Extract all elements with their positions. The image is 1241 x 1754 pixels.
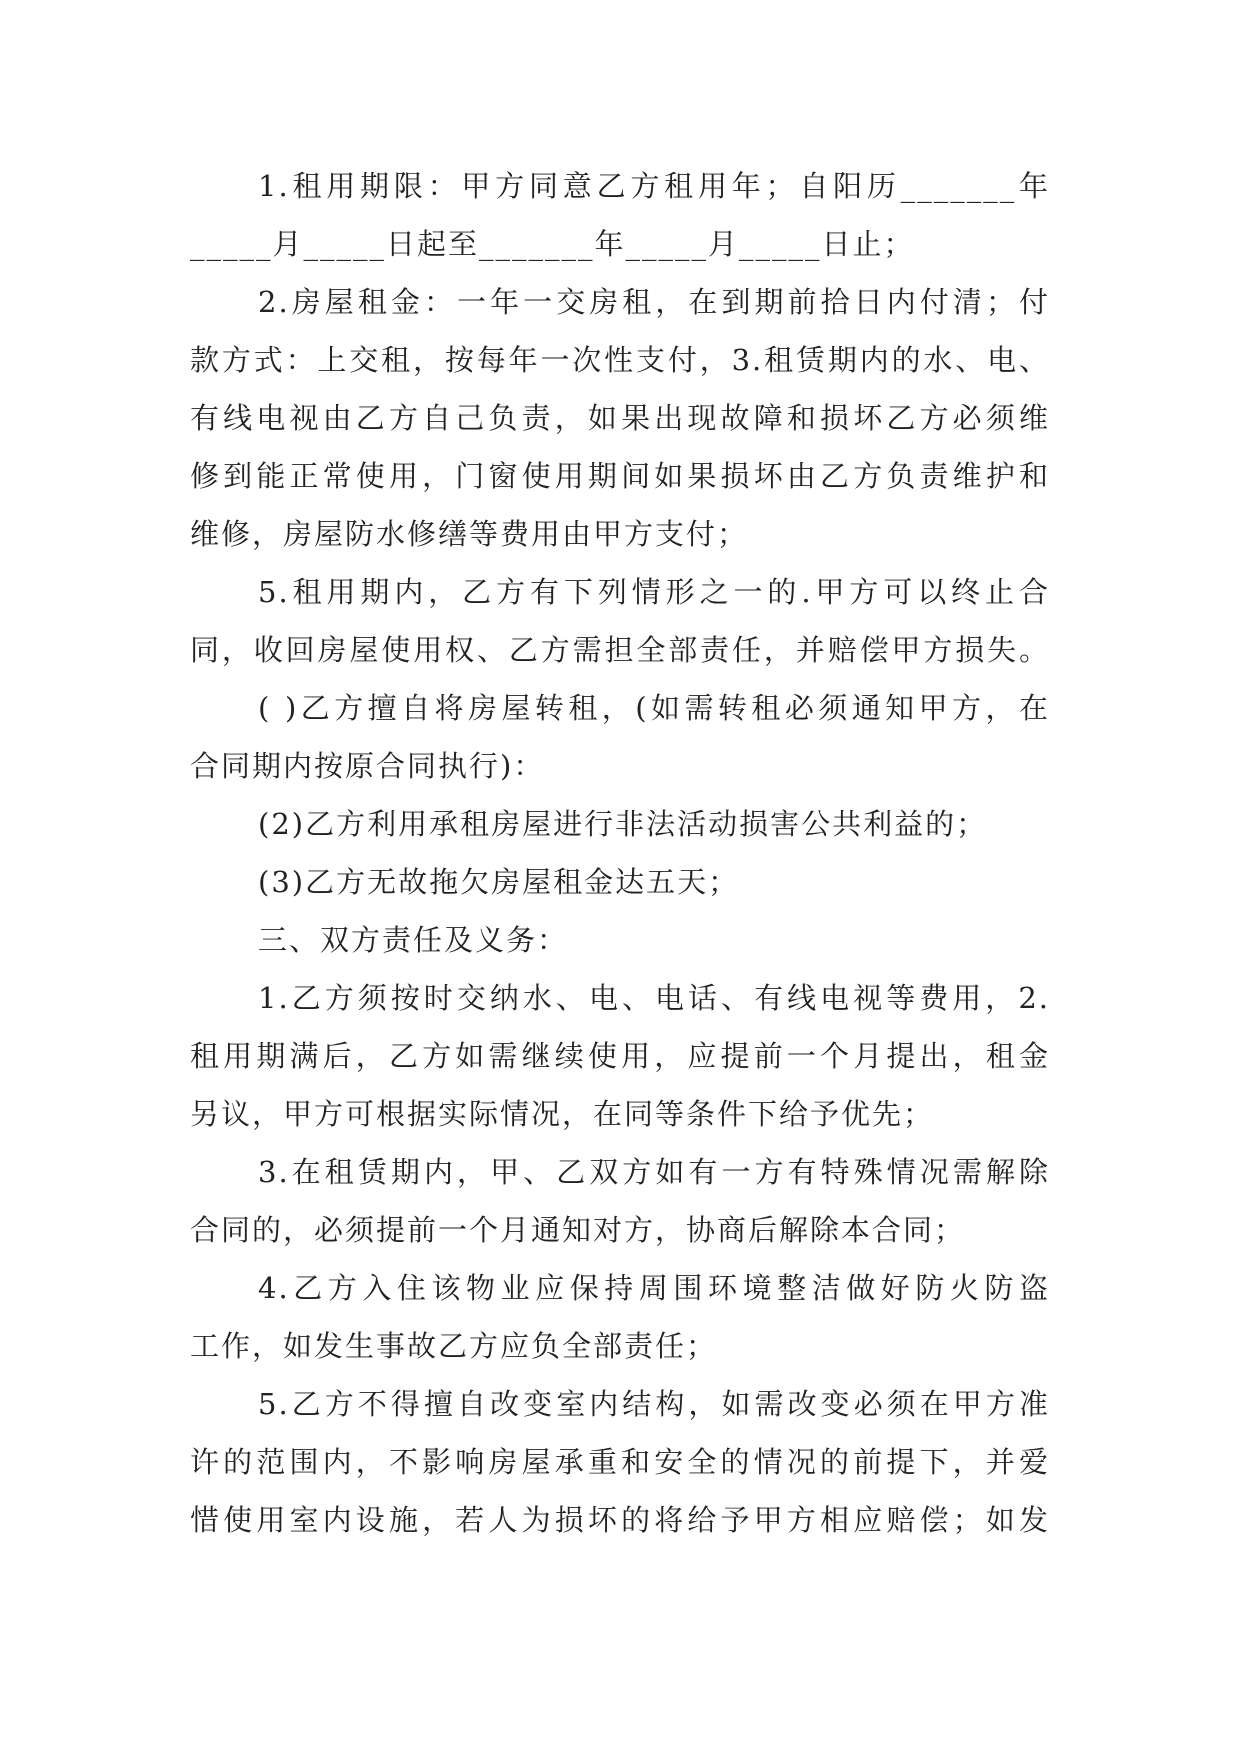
- document-body: [190, 157, 1050, 1549]
- paragraph-line: 合同期内按原合同执行)：: [190, 749, 545, 783]
- paragraph-line: 4.乙方入住该物业应保持周围环境整洁做好防火防盗: [258, 1271, 1050, 1305]
- paragraph-line: 同，收回房屋使用权、乙方需担全部责任，并赔偿甲方损失。: [190, 633, 1050, 667]
- paragraph-line: 1.乙方须按时交纳水、电、电话、有线电视等费用，2.: [258, 981, 1050, 1015]
- paragraph-line: 5.租用期内，乙方有下列情形之一的.甲方可以终止合: [258, 575, 1050, 609]
- paragraph-line: 租用期满后，乙方如需继续使用，应提前一个月提出，租金: [190, 1039, 1050, 1073]
- paragraph-line: 许的范围内，不影响房屋承重和安全的情况的前提下，并爱: [190, 1445, 1050, 1479]
- paragraph-line: 惜使用室内设施，若人为损坏的将给予甲方相应赔偿；如发: [190, 1503, 1050, 1537]
- paragraph-line: 另议，甲方可根据实际情况，在同等条件下给予优先；: [190, 1097, 935, 1131]
- paragraph-line: (3)乙方无故拖欠房屋租金达五天；: [258, 865, 740, 899]
- paragraph-line: 1.租用期限：甲方同意乙方租用年；自阳历_______年: [258, 169, 1050, 203]
- paragraph-line: 修到能正常使用，门窗使用期间如果损坏由乙方负责维护和: [190, 459, 1050, 493]
- paragraph-line: (2)乙方利用承租房屋进行非法活动损害公共利益的；: [258, 807, 988, 841]
- paragraph-line: 有线电视由乙方自己负责，如果出现故障和损坏乙方必须维: [190, 401, 1050, 435]
- paragraph-line: 维修，房屋防水修缮等费用由甲方支付；: [190, 517, 749, 551]
- paragraph-line: 款方式：上交租，按每年一次性支付，3.租赁期内的水、电、: [190, 343, 1050, 377]
- paragraph-line: 5.乙方不得擅自改变室内结构，如需改变必须在甲方准: [258, 1387, 1050, 1421]
- paragraph-line: _____月_____日起至_______年_____月_____日止；: [190, 227, 915, 261]
- paragraph-line: ( )乙方擅自将房屋转租，(如需转租必须通知甲方，在: [258, 691, 1050, 725]
- section-heading: 三、双方责任及义务：: [258, 923, 569, 957]
- paragraph-line: 工作，如发生事故乙方应负全部责任；: [190, 1329, 718, 1363]
- paragraph-line: 3.在租赁期内，甲、乙双方如有一方有特殊情况需解除: [258, 1155, 1050, 1189]
- paragraph-line: 合同的，必须提前一个月通知对方，协商后解除本合同；: [190, 1213, 966, 1247]
- paragraph-line: 2.房屋租金：一年一交房租，在到期前拾日内付清；付: [258, 285, 1050, 319]
